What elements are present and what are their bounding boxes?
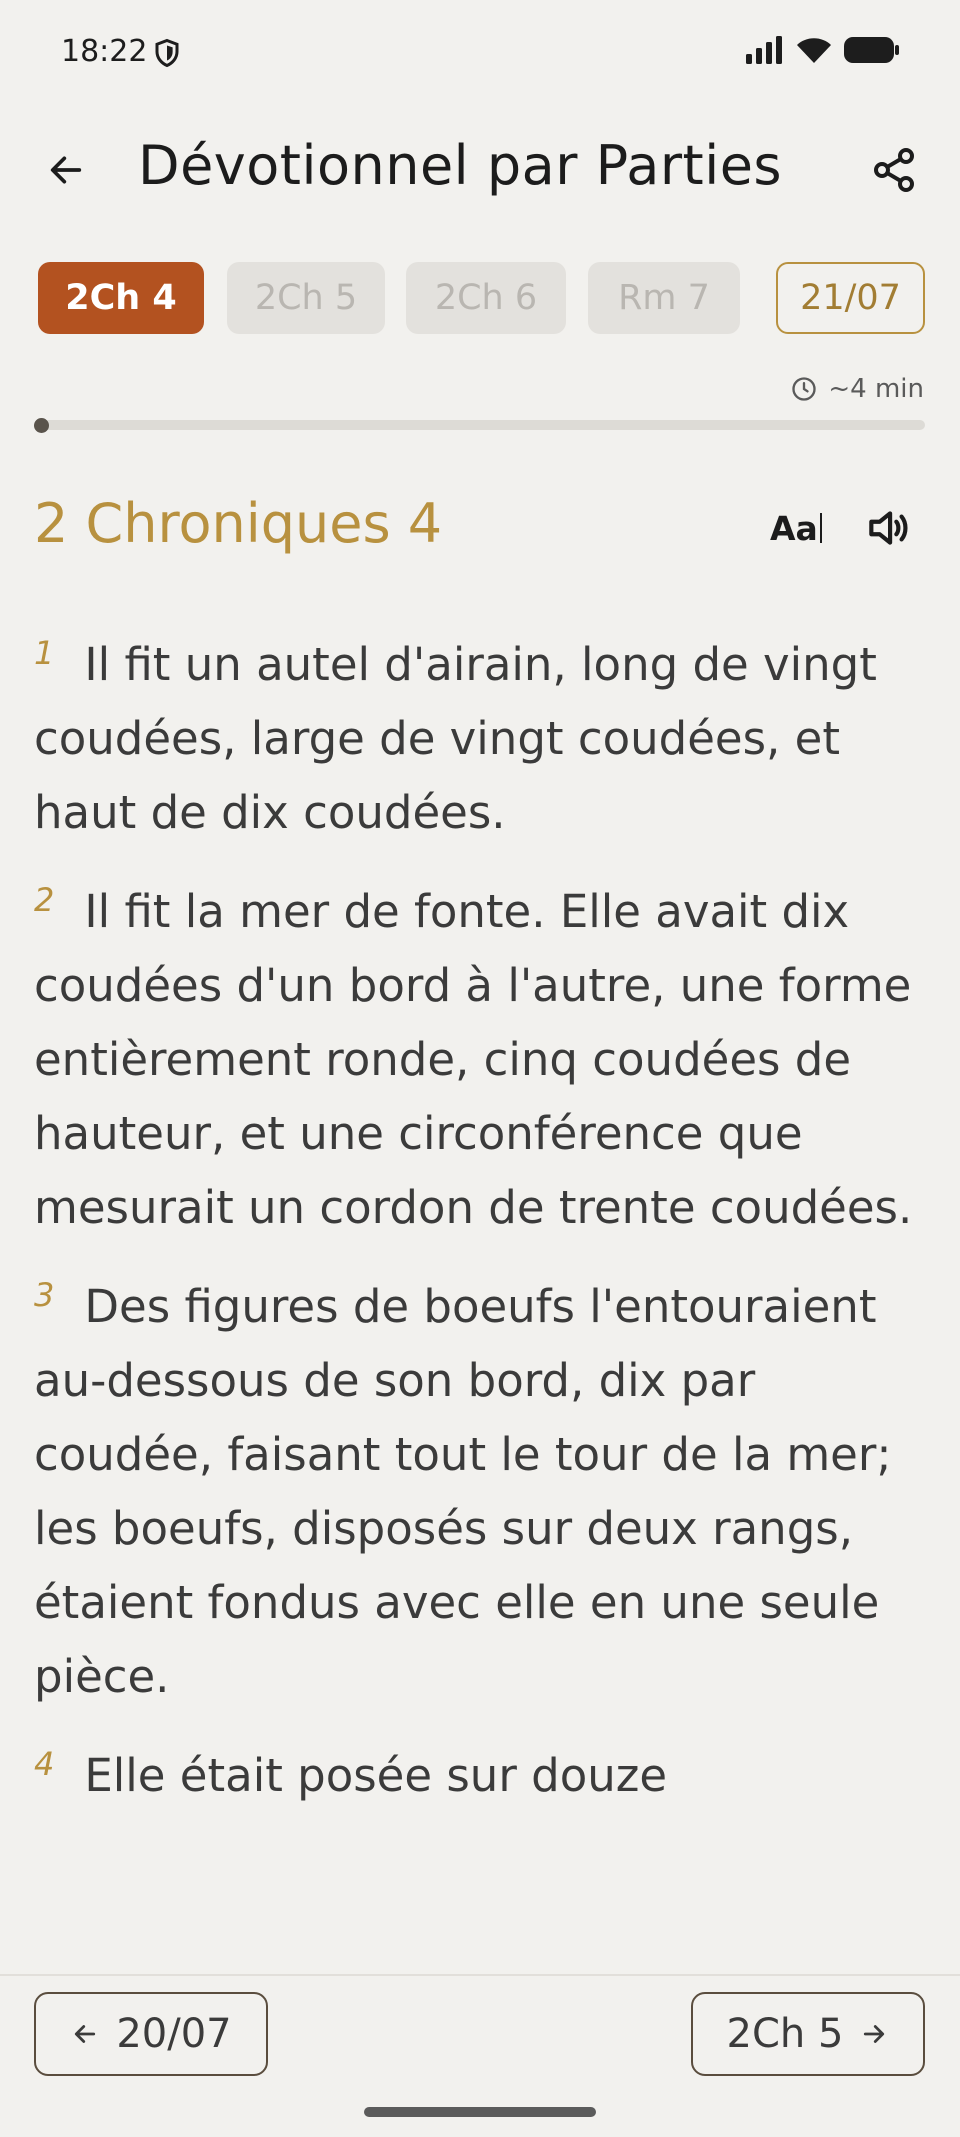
verse-text: Il fit la mer de fonte. Elle avait dix coudées d'un bord à l'autre, une forme entièrement ronde, cinq coudées de hauteur, et une circonférence que mesurait un cordon de trente coudées. xyxy=(34,885,913,1234)
verse-3[interactable] xyxy=(34,1270,930,1714)
arrow-left-icon xyxy=(46,150,86,190)
arrow-right-icon xyxy=(859,2019,889,2049)
arrow-left-icon xyxy=(70,2019,100,2049)
verse-number: 4 xyxy=(34,1745,55,1783)
verse-1[interactable] xyxy=(34,628,930,850)
reading-progress-bar xyxy=(36,420,925,430)
shield-icon xyxy=(152,37,182,69)
verse-number: 2 xyxy=(34,881,55,919)
font-size-icon: Aa xyxy=(770,508,818,548)
wifi-icon xyxy=(796,36,832,64)
speaker-icon xyxy=(863,503,913,553)
status-indicators xyxy=(746,36,900,64)
signal-icon xyxy=(746,36,784,64)
page-title: Dévotionnel par Parties xyxy=(138,134,783,197)
chip-2ch-6[interactable]: 2Ch 6 xyxy=(406,262,566,334)
reading-chips xyxy=(38,262,925,335)
text-cursor-icon xyxy=(820,513,822,543)
share-icon xyxy=(870,146,918,194)
audio-button[interactable] xyxy=(858,500,918,556)
battery-icon xyxy=(844,36,900,64)
chapter-title: 2 Chroniques 4 xyxy=(34,492,443,555)
verse-text: Des figures de boeufs l'entouraient au-dessous de son bord, dix par coudée, faisant tout le tour de la mer; les boeufs, disposés sur deux rangs, étaient fondus avec elle en une seule pièce. xyxy=(34,1280,892,1703)
reading-time xyxy=(790,374,924,404)
status-bar xyxy=(0,0,960,105)
next-reading-label: 2Ch 5 xyxy=(726,2011,844,2057)
verse-list xyxy=(34,628,930,1953)
chip-2ch-4[interactable]: 2Ch 4 xyxy=(38,262,204,334)
next-reading-button[interactable] xyxy=(691,1992,925,2076)
verse-2[interactable] xyxy=(34,875,930,1245)
verse-text: Elle était posée sur douze xyxy=(84,1749,668,1802)
verse-number: 1 xyxy=(34,634,55,672)
verse-number: 3 xyxy=(34,1276,55,1314)
reading-time-label: ~4 min xyxy=(828,374,924,404)
home-indicator[interactable] xyxy=(364,2107,596,2117)
verse-text: Il fit un autel d'airain, long de vingt coudées, large de vingt coudées, et haut de dix coudées. xyxy=(34,638,877,839)
font-size-button[interactable] xyxy=(770,500,830,556)
back-button[interactable] xyxy=(38,142,94,198)
chip-rm-7[interactable]: Rm 7 xyxy=(588,262,740,334)
share-button[interactable] xyxy=(866,142,922,198)
bottom-divider xyxy=(0,1974,960,1976)
app-bar xyxy=(0,120,960,220)
status-time: 18:22 xyxy=(61,34,148,69)
chip-2ch-5[interactable]: 2Ch 5 xyxy=(227,262,385,334)
previous-day-label: 20/07 xyxy=(116,2011,232,2057)
reading-progress-knob[interactable] xyxy=(34,418,49,433)
date-chip[interactable]: 21/07 xyxy=(776,262,925,334)
clock-icon xyxy=(790,375,818,403)
verse-4[interactable] xyxy=(34,1739,930,1813)
previous-day-button[interactable] xyxy=(34,1992,268,2076)
